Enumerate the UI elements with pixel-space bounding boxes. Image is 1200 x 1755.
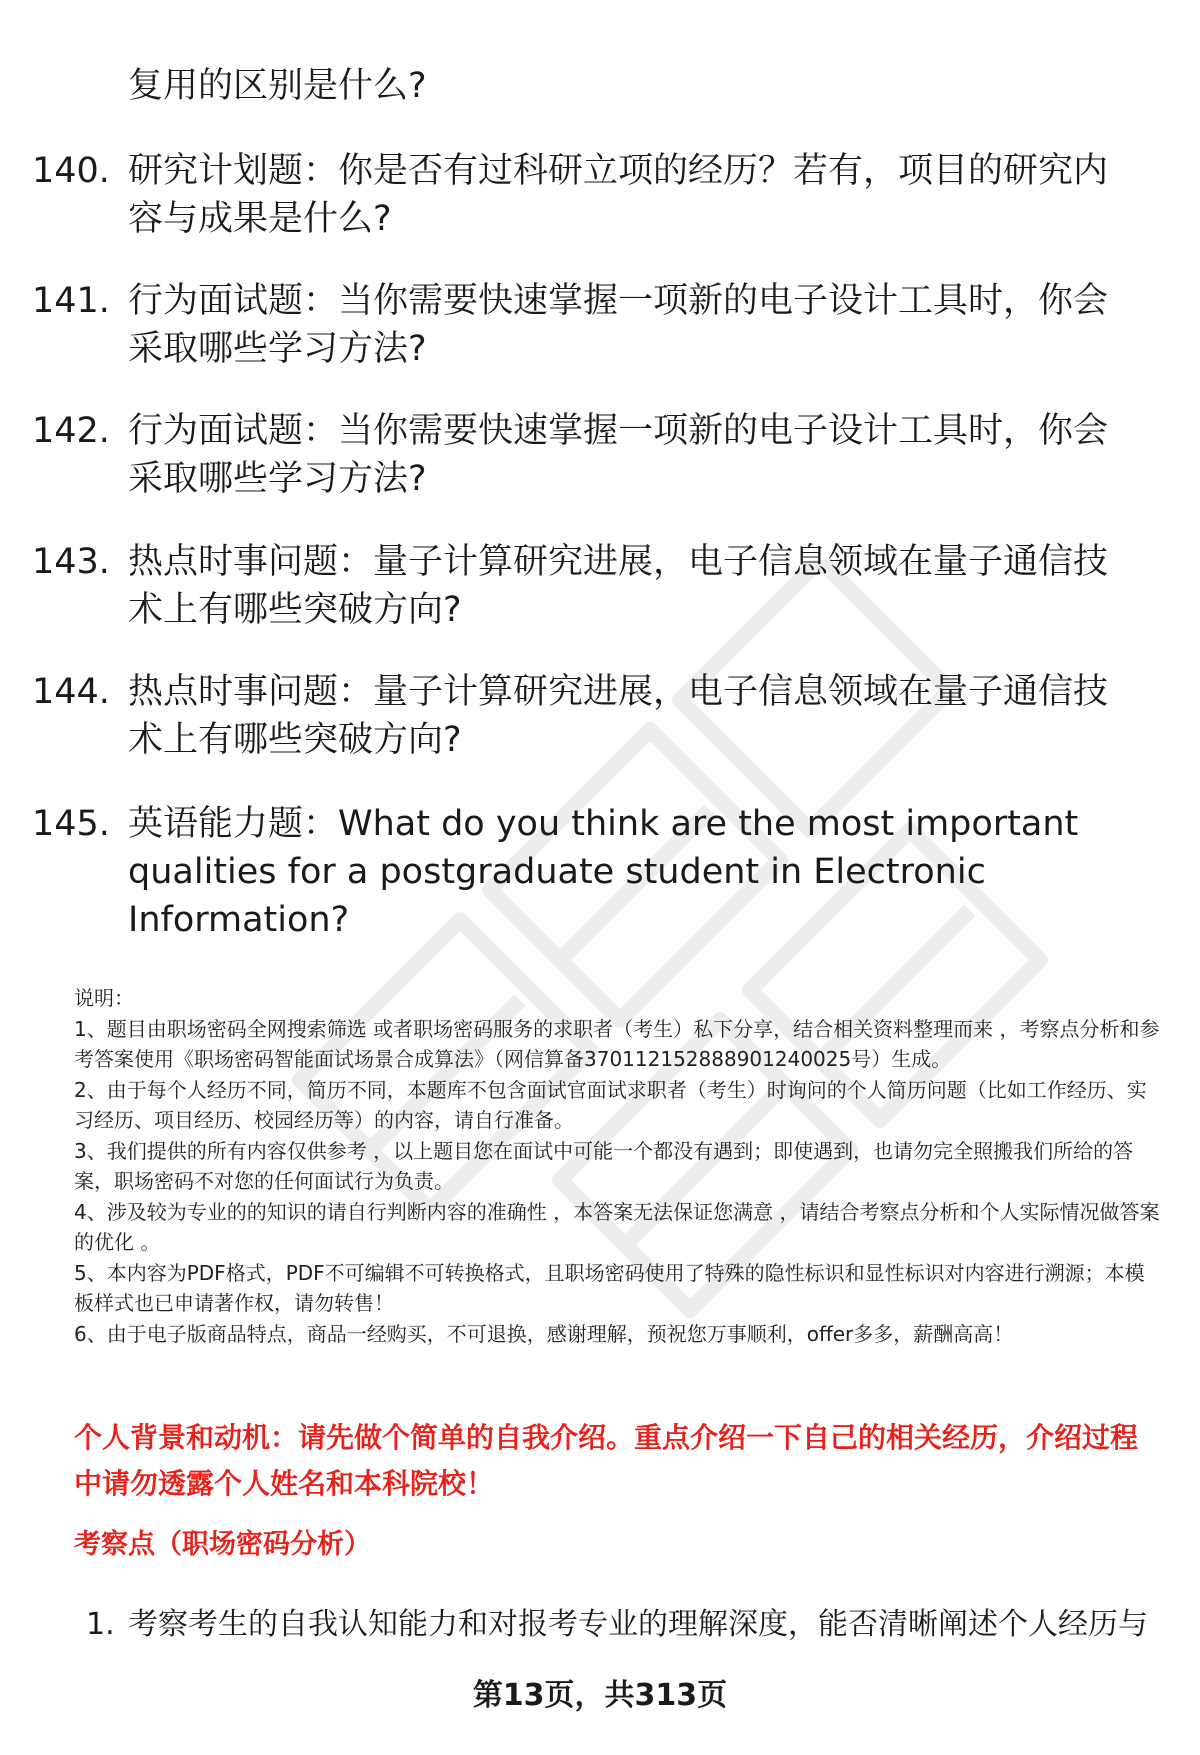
notes-item: 3、我们提供的所有内容仅供参考 ，以上题目您在面试中可能一个都没有遇到；即使遇到，也请勿完全照搬我们所给的答案，职场密码不对您的任何面试行为负责。 bbox=[74, 1138, 1134, 1193]
question-continuation: 复用的区别是什么? bbox=[128, 66, 427, 106]
question-text: 研究计划题：你是否有过科研立项的经历？若有，项目的研究内容与成果是什么? bbox=[128, 151, 1109, 239]
section-title: 个人背景和动机：请先做个简单的自我介绍。重点介绍一下自己的相关经历，介绍过程中请勿透露个人姓名和本科院校！ bbox=[74, 1421, 1139, 1500]
notes-item: 5、本内容为PDF格式，PDF不可编辑不可转换格式，且职场密码使用了特殊的隐性标识和显性标识对内容进行溯源；本模板样式也已申请著作权，请勿转售！ bbox=[74, 1260, 1145, 1315]
point-text: 考察考生的自我认知能力和对报考专业的理解深度，能否清晰阐述个人经历与 bbox=[128, 1607, 1148, 1642]
question-text: 行为面试题：当你需要快速掌握一项新的电子设计工具时，你会采取哪些学习方法? bbox=[128, 281, 1109, 369]
page-footer: 第13页，共313页 bbox=[472, 1678, 728, 1713]
question-text: 英语能力题：What do you think are the most important qualities for a postgraduate student in Electronic Information? bbox=[128, 804, 1079, 940]
question-number: 143. bbox=[32, 542, 110, 582]
question-number: 142. bbox=[32, 411, 110, 451]
question-number: 141. bbox=[32, 281, 110, 321]
point-number: 1. bbox=[86, 1607, 115, 1642]
question-text: 热点时事问题：量子计算研究进展，电子信息领域在量子通信技术上有哪些突破方向? bbox=[128, 672, 1109, 760]
disclaimer-notes bbox=[74, 983, 1164, 1349]
notes-item: 6、由于电子版商品特点，商品一经购买，不可退换，感谢理解，预祝您万事顺利，offer多多，薪酬高高！ bbox=[74, 1321, 1014, 1346]
question-number: 140. bbox=[32, 151, 110, 191]
section-subtitle: 考察点（职场密码分析） bbox=[74, 1529, 371, 1560]
notes-title: 说明： bbox=[74, 986, 134, 1010]
question-text: 热点时事问题：量子计算研究进展，电子信息领域在量子通信技术上有哪些突破方向? bbox=[128, 542, 1109, 630]
question-number: 144. bbox=[32, 672, 110, 712]
notes-item: 2、由于每个人经历不同，简历不同，本题库不包含面试官面试求职者（考生）时询问的个人简历问题（比如工作经历、实习经历、项目经历、校园经历等）的内容，请自行准备。 bbox=[74, 1077, 1147, 1132]
notes-item: 1、题目由职场密码全网搜索筛选 或者职场密码服务的求职者（考生）私下分享，结合相关资料整理而来 ，考察点分析和参考答案使用《职场密码智能面试场景合成算法》（网信算备370112152888901240025号）生成。 bbox=[74, 1016, 1160, 1071]
notes-item: 4、涉及较为专业的的知识的请自行判断内容的准确性 ，本答案无法保证您满意 ，请结合考察点分析和个人实际情况做答案的优化 。 bbox=[74, 1199, 1160, 1254]
question-number: 145. bbox=[32, 804, 110, 844]
question-text: 行为面试题：当你需要快速掌握一项新的电子设计工具时，你会采取哪些学习方法? bbox=[128, 411, 1109, 499]
